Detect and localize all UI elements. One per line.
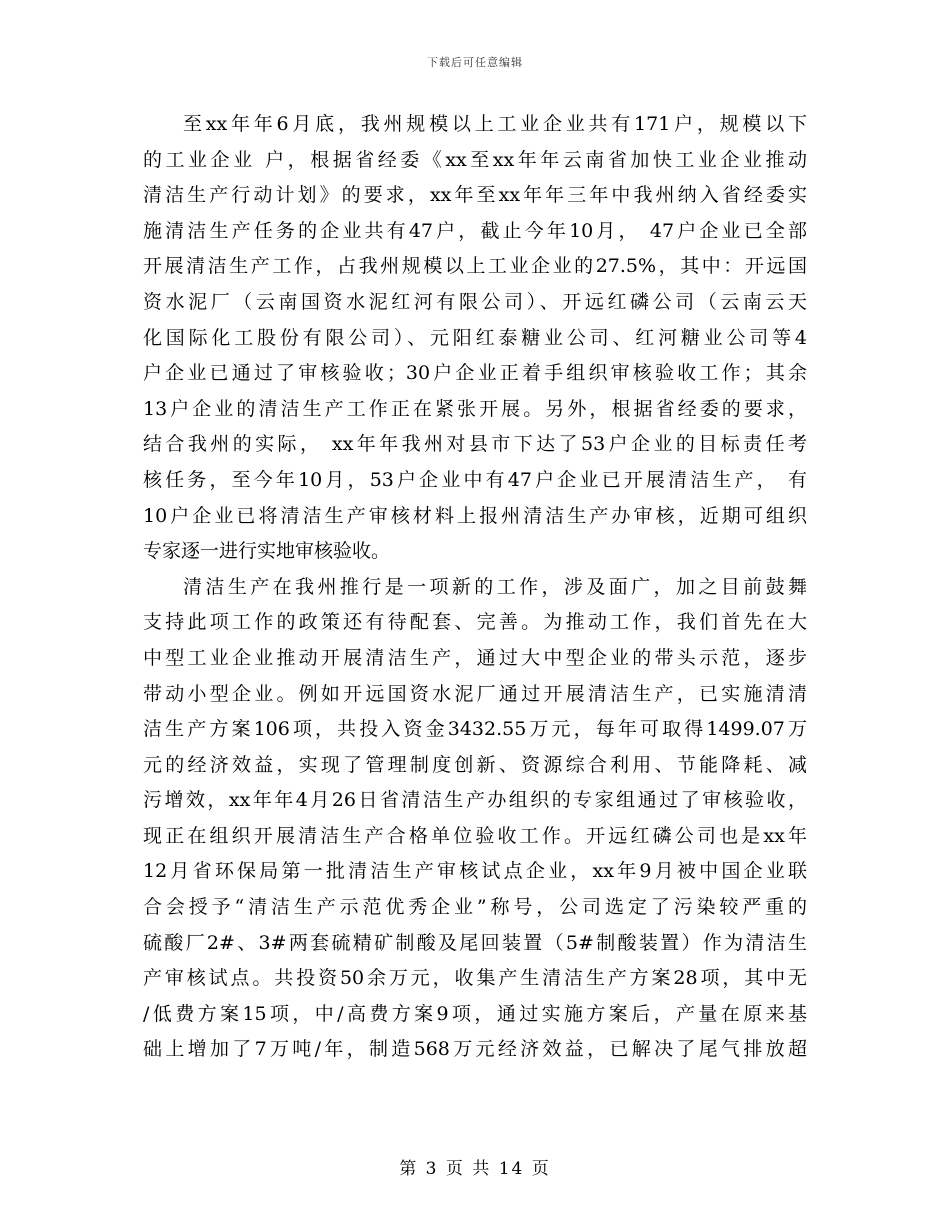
- text-line: 13户企业的清洁生产工作正在紧张开展。另外，根据省经委的要求，: [143, 397, 807, 420]
- text-line: 合会授予“清洁生产示范优秀企业”称号，公司选定了污染较严重的: [143, 896, 807, 919]
- text-line: 化国际化工股份有限公司）、元阳红泰糖业公司、红河糖业公司等4: [143, 326, 807, 349]
- page-header: 下载后可任意编辑: [427, 56, 523, 69]
- text-line: 核任务，至今年10月，53户企业中有47户企业已开展清洁生产， 有: [143, 468, 807, 491]
- text-line: 施清洁生产任务的企业共有47户，截止今年10月， 47户企业已全部: [143, 219, 807, 242]
- text-line: 至xx年年6月底，我州规模以上工业企业共有171户，规模以下: [183, 113, 807, 135]
- paragraph-2: [143, 570, 807, 1068]
- document-body: [143, 107, 807, 1068]
- text-line: 础上增加了7万吨/年，制造568万元经济效益，已解决了尾气排放超: [143, 1038, 807, 1061]
- text-line: 现正在组织开展清洁生产合格单位验收工作。开远红磷公司也是xx年: [143, 824, 807, 847]
- text-line: 户企业已通过了审核验收；30户企业正着手组织审核验收工作；其余: [143, 362, 807, 385]
- text-line: 清洁生产在我州推行是一项新的工作，涉及面广，加之目前鼓舞: [183, 575, 807, 598]
- text-line: 产审核试点。共投资50余万元，收集产生清洁生产方案28项，其中无: [143, 967, 807, 990]
- text-line: 10户企业已将清洁生产审核材料上报州清洁生产办审核，近期可组织: [143, 504, 807, 527]
- text-line: 带动小型企业。例如开远国资水泥厂通过开展清洁生产，已实施清清: [143, 682, 807, 705]
- text-line: 资水泥厂（云南国资水泥红河有限公司）、开远红磷公司（云南云天: [143, 290, 807, 313]
- text-line: 元的经济效益，实现了管理制度创新、资源综合利用、节能降耗、减: [143, 753, 807, 776]
- text-line: 清洁生产行动计划》的要求，xx年至xx年年三年中我州纳入省经委实: [143, 184, 807, 207]
- text-line: 结合我州的实际， xx年年我州对县市下达了53户企业的目标责任考: [143, 433, 807, 456]
- text-line: 的工业企业 户，根据省经委《xx至xx年年云南省加快工业企业推动: [143, 148, 807, 171]
- text-line: 洁生产方案106项，共投入资金3432.55万元，每年可取得1499.07万: [143, 718, 807, 741]
- page-number-footer: 第 3 页 共 14 页: [399, 1159, 551, 1179]
- text-line: 支持此项工作的政策还有待配套、完善。为推动工作，我们首先在大: [143, 611, 807, 634]
- paragraph-1: [143, 107, 807, 570]
- text-line: 开展清洁生产工作，占我州规模以上工业企业的27.5%，其中：开远国: [143, 255, 807, 278]
- text-line: 专家逐一进行实地审核验收。: [143, 540, 391, 563]
- text-line: 污增效，xx年年4月26日省清洁生产办组织的专家组通过了审核验收，: [143, 789, 807, 812]
- text-line: /低费方案15项，中/高费方案9项，通过实施方案后，产量在原来基: [143, 1002, 807, 1025]
- text-line: 中型工业企业推动开展清洁生产，通过大中型企业的带头示范，逐步: [143, 646, 807, 669]
- text-line: 12月省环保局第一批清洁生产审核试点企业，xx年9月被中国企业联: [143, 860, 807, 883]
- text-line: 硫酸厂2#、3#两套硫精矿制酸及尾回装置（5#制酸装置）作为清洁生: [143, 931, 807, 954]
